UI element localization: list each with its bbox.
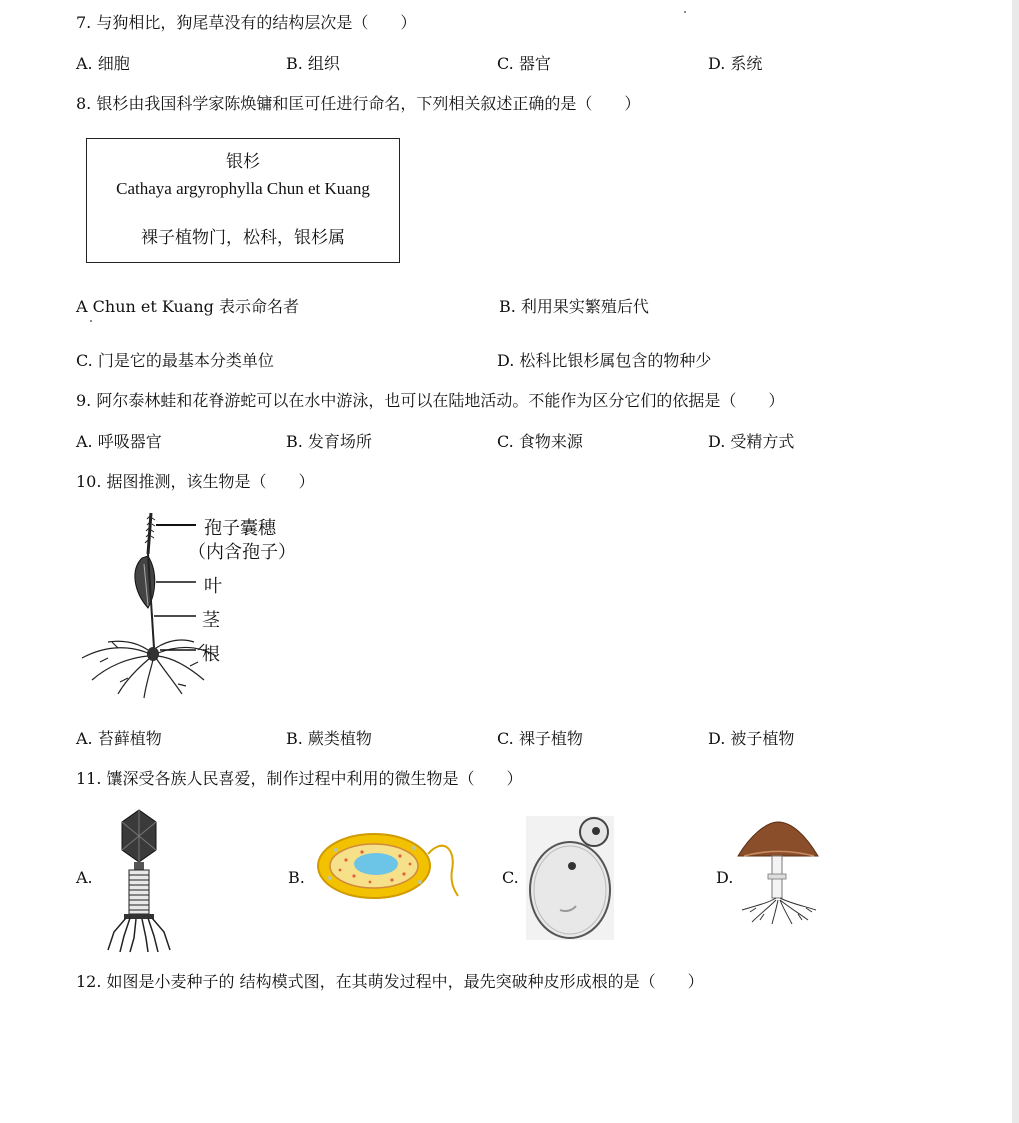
q9-option-d: D. 受精方式 [708,432,795,451]
question-11-stem: 11. 馕深受各族人民喜爱，制作过程中利用的微生物是（ ） [76,769,523,788]
species-name-box [86,138,400,263]
q8-option-c: C. 门是它的最基本分类单位 [76,351,274,370]
q10-option-b: B. 蕨类植物 [286,729,372,748]
label-spore-spike: 孢子囊穗 [204,518,276,539]
q10-option-d: D. 被子植物 [708,729,795,748]
bacteriophage-icon [100,808,178,954]
q9-option-a: A. 呼吸器官 [76,432,162,451]
q7-option-a: A. 细胞 [76,54,130,73]
yeast-cell-icon [520,810,620,942]
q8-option-b: B. 利用果实繁殖后代 [499,297,649,316]
q7-option-b: B. 组织 [286,54,340,73]
bacterium-icon [316,826,460,902]
q10-option-a: A. 苔藓植物 [76,729,162,748]
question-10-stem: 10. 据图推测，该生物是（ ） [76,472,315,491]
label-spore-note: （内含孢子） [188,542,296,563]
question-12-stem: 12. 如图是小麦种子的 结构模式图，在其萌发过程中，最先突破种皮形成根的是（ ） [76,972,704,991]
mushroom-icon [736,818,820,926]
stray-mark [684,11,686,13]
label-leaf: 叶 [204,576,222,597]
q7-option-d: D. 系统 [708,54,763,73]
q11-option-a-label: A. [76,868,93,887]
species-classification: 裸子植物门，松科，银杉属 [141,228,345,248]
q10-option-c: C. 裸子植物 [497,729,583,748]
stray-mark-2 [90,320,92,322]
q9-option-c: C. 食物来源 [497,432,583,451]
page-scroll-edge [1012,0,1019,1123]
q8-option-d: D. 松科比银杉属包含的物种少 [497,351,712,370]
q11-option-d-label: D. [716,868,734,887]
label-stem: 茎 [202,610,220,631]
q9-option-b: B. 发育场所 [286,432,372,451]
question-8-stem: 8. 银杉由我国科学家陈焕镛和匡可任进行命名，下列相关叙述正确的是（ ） [76,94,641,113]
species-scientific-name: Cathaya argyrophylla Chun et Kuang [116,179,370,198]
question-9-stem: 9. 阿尔泰林蛙和花脊游蛇可以在水中游泳，也可以在陆地活动。不能作为区分它们的依据是（ ） [76,391,785,410]
question-7-stem: 7. 与狗相比，狗尾草没有的结构层次是（ ） [76,13,417,32]
label-root: 根 [202,644,220,665]
species-common-name: 银杉 [226,152,260,172]
q7-option-c: C. 器官 [497,54,551,73]
q11-option-c-label: C. [502,868,519,887]
q11-option-b-label: B. [288,868,305,887]
q8-option-a: A Chun et Kuang 表示命名者 [76,297,299,316]
